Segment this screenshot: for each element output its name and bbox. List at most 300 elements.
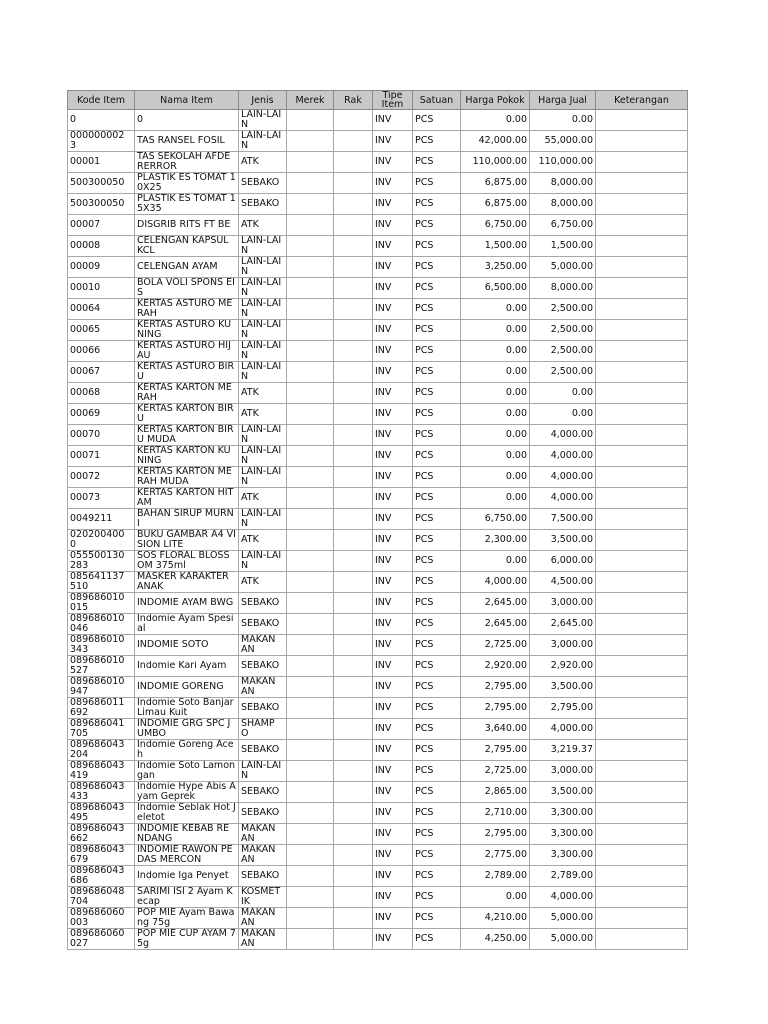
- table-row: [68, 256, 688, 277]
- cell-merek: [287, 865, 334, 886]
- cell-text: PCS: [415, 345, 434, 356]
- cell-jenis: [239, 466, 287, 487]
- cell-kode-item: [68, 235, 135, 256]
- cell-rak: [334, 907, 373, 928]
- cell-text: 0.00: [505, 471, 527, 482]
- cell-harga-pokok: [461, 550, 530, 571]
- cell-harga-jual: [530, 340, 596, 361]
- cell-text: PCS: [415, 786, 434, 797]
- cell-text: INV: [375, 807, 392, 818]
- cell-text: INDOMIE RAWON PEDAS MERCON: [137, 844, 233, 865]
- cell-keterangan: [596, 235, 688, 256]
- cell-text: Indomie Iga Penyet: [137, 870, 229, 881]
- cell-nama-item: [135, 298, 239, 319]
- cell-jenis: [239, 340, 287, 361]
- cell-harga-pokok: [461, 655, 530, 676]
- cell-kode-item: [68, 340, 135, 361]
- cell-text: ATK: [241, 157, 259, 167]
- cell-harga-pokok: [461, 194, 530, 215]
- cell-harga-pokok: [461, 844, 530, 865]
- cell-text: INV: [375, 345, 392, 356]
- cell-jenis: [239, 215, 287, 236]
- cell-rak: [334, 194, 373, 215]
- cell-satuan: [413, 466, 461, 487]
- cell-kode-item: [68, 676, 135, 697]
- cell-satuan: [413, 823, 461, 844]
- table-body: [68, 110, 688, 950]
- cell-text: MAKAN AN: [241, 928, 276, 949]
- cell-keterangan: [596, 676, 688, 697]
- cell-jenis: [239, 571, 287, 592]
- cell-rak: [334, 298, 373, 319]
- cell-text: INV: [375, 744, 392, 755]
- cell-text: LAIN-LAIN: [241, 235, 282, 256]
- cell-harga-pokok: [461, 487, 530, 508]
- cell-satuan: [413, 382, 461, 403]
- cell-merek: [287, 340, 334, 361]
- cell-text: Indomie Seblak Hot Jeletot: [137, 802, 236, 823]
- cell-satuan: [413, 194, 461, 215]
- cell-text: INV: [375, 828, 392, 839]
- cell-harga-jual: [530, 508, 596, 529]
- cell-merek: [287, 319, 334, 340]
- cell-harga-pokok: [461, 424, 530, 445]
- cell-text: 0.00: [505, 450, 527, 461]
- cell-text: INV: [375, 408, 392, 419]
- cell-harga-pokok: [461, 676, 530, 697]
- cell-harga-pokok: [461, 718, 530, 739]
- cell-text: LAIN-LAIN: [241, 298, 282, 319]
- cell-rak: [334, 424, 373, 445]
- cell-harga-jual: [530, 697, 596, 718]
- cell-tipe-item: [373, 152, 413, 173]
- cell-text: 3,300.00: [550, 828, 593, 839]
- cell-text: 2,725.00: [484, 639, 527, 650]
- cell-text: 00008: [70, 240, 101, 251]
- cell-text: 0.00: [505, 387, 527, 398]
- cell-text: PCS: [415, 534, 434, 545]
- cell-text: 4,000.00: [550, 429, 593, 440]
- cell-satuan: [413, 886, 461, 907]
- cell-text: 0.00: [505, 115, 527, 125]
- cell-harga-pokok: [461, 886, 530, 907]
- cell-text: INV: [375, 324, 392, 335]
- cell-text: 0.00: [505, 555, 527, 566]
- cell-rak: [334, 844, 373, 865]
- cell-rak: [334, 613, 373, 634]
- cell-text: 00065: [70, 324, 101, 335]
- cell-text: INV: [375, 303, 392, 314]
- cell-jenis: [239, 298, 287, 319]
- cell-text: 4,000.00: [550, 723, 593, 734]
- cell-merek: [287, 760, 334, 781]
- cell-text: SEBAKO: [241, 178, 280, 188]
- cell-text: INV: [375, 891, 392, 902]
- cell-text: 00071: [70, 450, 101, 461]
- table-row: [68, 152, 688, 173]
- cell-text: 089686010 046: [70, 613, 125, 634]
- cell-tipe-item: [373, 340, 413, 361]
- table-row: [68, 445, 688, 466]
- cell-rak: [334, 340, 373, 361]
- cell-merek: [287, 844, 334, 865]
- cell-text: 00009: [70, 261, 101, 272]
- cell-harga-pokok: [461, 760, 530, 781]
- cell-text: PLASTIK ES TOMAT 10X25: [137, 173, 236, 193]
- cell-harga-jual: [530, 445, 596, 466]
- cell-text: INV: [375, 870, 392, 881]
- cell-satuan: [413, 550, 461, 571]
- cell-text: Indomie Soto Banjar Limau Kuit: [137, 697, 234, 718]
- cell-text: SEBAKO: [241, 744, 280, 755]
- cell-harga-jual: [530, 739, 596, 760]
- cell-text: INV: [375, 240, 392, 251]
- cell-kode-item: [68, 382, 135, 403]
- cell-rak: [334, 676, 373, 697]
- cell-nama-item: [135, 235, 239, 256]
- cell-keterangan: [596, 508, 688, 529]
- cell-text: PCS: [415, 702, 434, 713]
- cell-keterangan: [596, 319, 688, 340]
- cell-nama-item: [135, 131, 239, 152]
- cell-tipe-item: [373, 886, 413, 907]
- cell-text: KOSMET IK: [241, 886, 281, 907]
- cell-text: 089686060 027: [70, 928, 125, 949]
- cell-harga-pokok: [461, 508, 530, 529]
- cell-harga-pokok: [461, 802, 530, 823]
- cell-text: LAIN-LAIN: [241, 340, 282, 361]
- cell-satuan: [413, 613, 461, 634]
- cell-rak: [334, 550, 373, 571]
- table-row: [68, 739, 688, 760]
- cell-rak: [334, 928, 373, 949]
- cell-merek: [287, 613, 334, 634]
- column-header: Kode Item: [68, 91, 135, 110]
- table-row: [68, 361, 688, 382]
- cell-text: 6,750.00: [550, 219, 593, 230]
- cell-text: SEBAKO: [241, 660, 280, 671]
- cell-rak: [334, 403, 373, 424]
- cell-nama-item: [135, 928, 239, 949]
- cell-harga-pokok: [461, 865, 530, 886]
- cell-text: 0.00: [571, 408, 593, 419]
- cell-nama-item: [135, 487, 239, 508]
- cell-text: INV: [375, 429, 392, 440]
- table-row: [68, 634, 688, 655]
- cell-text: PCS: [415, 199, 434, 209]
- cell-text: 4,000.00: [550, 450, 593, 461]
- cell-harga-pokok: [461, 235, 530, 256]
- cell-tipe-item: [373, 739, 413, 760]
- cell-jenis: [239, 361, 287, 382]
- cell-text: PCS: [415, 849, 434, 860]
- cell-harga-jual: [530, 655, 596, 676]
- cell-nama-item: [135, 529, 239, 550]
- cell-satuan: [413, 256, 461, 277]
- cell-kode-item: [68, 277, 135, 298]
- cell-nama-item: [135, 802, 239, 823]
- cell-merek: [287, 445, 334, 466]
- cell-text: PCS: [415, 429, 434, 440]
- cell-text: LAIN-LAIN: [241, 508, 282, 529]
- cell-keterangan: [596, 550, 688, 571]
- cell-text: ATK: [241, 408, 259, 419]
- cell-rak: [334, 256, 373, 277]
- table-row: [68, 655, 688, 676]
- cell-text: 2,795.00: [484, 828, 527, 839]
- cell-text: LAIN-LAIN: [241, 760, 282, 781]
- cell-text: PCS: [415, 576, 434, 587]
- cell-keterangan: [596, 487, 688, 508]
- cell-text: 089686048 704: [70, 886, 125, 907]
- cell-harga-pokok: [461, 382, 530, 403]
- cell-satuan: [413, 131, 461, 152]
- table-row: [68, 110, 688, 131]
- cell-text: INDOMIE KEBAB RENDANG: [137, 823, 230, 844]
- cell-harga-pokok: [461, 445, 530, 466]
- cell-satuan: [413, 361, 461, 382]
- cell-text: LAIN-LAIN: [241, 361, 282, 382]
- cell-jenis: [239, 907, 287, 928]
- cell-satuan: [413, 571, 461, 592]
- cell-harga-jual: [530, 298, 596, 319]
- cell-tipe-item: [373, 760, 413, 781]
- cell-text: 089686011 692: [70, 697, 125, 718]
- cell-keterangan: [596, 739, 688, 760]
- cell-tipe-item: [373, 298, 413, 319]
- cell-kode-item: [68, 571, 135, 592]
- cell-merek: [287, 235, 334, 256]
- cell-rak: [334, 697, 373, 718]
- cell-text: 8,000.00: [550, 178, 593, 188]
- table-row: [68, 802, 688, 823]
- cell-nama-item: [135, 718, 239, 739]
- cell-text: INV: [375, 912, 392, 923]
- table-row: [68, 697, 688, 718]
- cell-text: INV: [375, 219, 392, 230]
- cell-keterangan: [596, 571, 688, 592]
- cell-text: 3,000.00: [550, 765, 593, 776]
- cell-merek: [287, 718, 334, 739]
- column-header: Tipe Item: [373, 91, 413, 110]
- cell-rak: [334, 382, 373, 403]
- cell-text: ATK: [241, 387, 259, 398]
- cell-harga-jual: [530, 131, 596, 152]
- cell-harga-jual: [530, 235, 596, 256]
- cell-keterangan: [596, 592, 688, 613]
- cell-text: LAIN-LAIN: [241, 277, 282, 298]
- cell-harga-pokok: [461, 928, 530, 949]
- cell-text: PCS: [415, 136, 434, 146]
- cell-keterangan: [596, 529, 688, 550]
- cell-jenis: [239, 173, 287, 194]
- cell-text: PCS: [415, 744, 434, 755]
- cell-text: PCS: [415, 178, 434, 188]
- cell-text: INV: [375, 597, 392, 608]
- cell-text: 6,750.00: [484, 219, 527, 230]
- cell-keterangan: [596, 256, 688, 277]
- cell-harga-jual: [530, 718, 596, 739]
- cell-merek: [287, 508, 334, 529]
- cell-tipe-item: [373, 592, 413, 613]
- table-row: [68, 928, 688, 949]
- cell-harga-pokok: [461, 361, 530, 382]
- cell-rak: [334, 361, 373, 382]
- cell-harga-pokok: [461, 256, 530, 277]
- cell-text: SEBAKO: [241, 807, 280, 818]
- cell-nama-item: [135, 110, 239, 131]
- cell-kode-item: [68, 886, 135, 907]
- cell-jenis: [239, 865, 287, 886]
- cell-text: KERTAS KARTON MERAH: [137, 382, 232, 403]
- cell-jenis: [239, 382, 287, 403]
- cell-text: INV: [375, 136, 392, 146]
- cell-tipe-item: [373, 466, 413, 487]
- cell-satuan: [413, 298, 461, 319]
- cell-text: INV: [375, 555, 392, 566]
- cell-text: INV: [375, 723, 392, 734]
- cell-merek: [287, 697, 334, 718]
- cell-nama-item: [135, 403, 239, 424]
- cell-satuan: [413, 340, 461, 361]
- cell-text: LAIN-LAIN: [241, 445, 282, 466]
- cell-harga-pokok: [461, 823, 530, 844]
- cell-keterangan: [596, 361, 688, 382]
- cell-text: KERTAS KARTON KUNING: [137, 445, 231, 466]
- table-row: [68, 844, 688, 865]
- cell-text: KERTAS KARTON BIRU MUDA: [137, 424, 234, 445]
- cell-tipe-item: [373, 781, 413, 802]
- cell-jenis: [239, 760, 287, 781]
- cell-text: LAIN-LAIN: [241, 424, 282, 445]
- cell-harga-pokok: [461, 319, 530, 340]
- cell-harga-jual: [530, 592, 596, 613]
- cell-tipe-item: [373, 823, 413, 844]
- cell-text: 00069: [70, 408, 101, 419]
- cell-kode-item: [68, 445, 135, 466]
- cell-nama-item: [135, 823, 239, 844]
- cell-jenis: [239, 802, 287, 823]
- cell-text: ATK: [241, 576, 259, 587]
- cell-text: 500300050: [70, 199, 125, 209]
- cell-text: INV: [375, 115, 392, 125]
- cell-nama-item: [135, 865, 239, 886]
- cell-kode-item: [68, 739, 135, 760]
- cell-nama-item: [135, 592, 239, 613]
- cell-text: PCS: [415, 807, 434, 818]
- cell-harga-pokok: [461, 277, 530, 298]
- cell-rak: [334, 487, 373, 508]
- cell-harga-pokok: [461, 110, 530, 131]
- cell-harga-jual: [530, 277, 596, 298]
- cell-satuan: [413, 781, 461, 802]
- cell-harga-pokok: [461, 781, 530, 802]
- cell-rak: [334, 802, 373, 823]
- cell-keterangan: [596, 403, 688, 424]
- column-header: Rak: [334, 91, 373, 110]
- cell-text: 089686010 527: [70, 655, 125, 676]
- cell-merek: [287, 634, 334, 655]
- cell-harga-jual: [530, 550, 596, 571]
- cell-satuan: [413, 802, 461, 823]
- cell-tipe-item: [373, 215, 413, 236]
- table-row: [68, 403, 688, 424]
- cell-text: 00068: [70, 387, 101, 398]
- cell-kode-item: [68, 403, 135, 424]
- cell-harga-jual: [530, 676, 596, 697]
- cell-harga-jual: [530, 110, 596, 131]
- cell-jenis: [239, 718, 287, 739]
- cell-text: 4,250.00: [484, 933, 527, 944]
- cell-text: 0.00: [505, 408, 527, 419]
- cell-text: 00001: [70, 157, 101, 167]
- cell-tipe-item: [373, 865, 413, 886]
- cell-harga-pokok: [461, 466, 530, 487]
- cell-harga-pokok: [461, 152, 530, 173]
- cell-text: PCS: [415, 912, 434, 923]
- cell-merek: [287, 781, 334, 802]
- cell-keterangan: [596, 424, 688, 445]
- cell-jenis: [239, 235, 287, 256]
- cell-kode-item: [68, 655, 135, 676]
- cell-text: SOS FLORAL BLOSSOM 375ml: [137, 550, 230, 571]
- cell-keterangan: [596, 823, 688, 844]
- column-header: Harga Jual: [530, 91, 596, 110]
- cell-text: INV: [375, 471, 392, 482]
- cell-harga-jual: [530, 466, 596, 487]
- cell-text: INV: [375, 765, 392, 776]
- cell-harga-jual: [530, 886, 596, 907]
- cell-rak: [334, 886, 373, 907]
- cell-harga-pokok: [461, 298, 530, 319]
- cell-text: PCS: [415, 933, 434, 944]
- cell-nama-item: [135, 844, 239, 865]
- cell-satuan: [413, 592, 461, 613]
- cell-text: 7,500.00: [550, 513, 593, 524]
- cell-text: 00066: [70, 345, 101, 356]
- cell-text: INV: [375, 282, 392, 293]
- cell-merek: [287, 571, 334, 592]
- cell-nama-item: [135, 215, 239, 236]
- cell-harga-jual: [530, 865, 596, 886]
- cell-text: INV: [375, 450, 392, 461]
- cell-rak: [334, 718, 373, 739]
- cell-text: KERTAS ASTURO KUNING: [137, 319, 232, 340]
- cell-text: INV: [375, 387, 392, 398]
- cell-text: INV: [375, 618, 392, 629]
- cell-keterangan: [596, 466, 688, 487]
- cell-text: INV: [375, 366, 392, 377]
- cell-text: LAIN-LAIN: [241, 466, 282, 487]
- cell-keterangan: [596, 382, 688, 403]
- cell-jenis: [239, 844, 287, 865]
- column-header: Nama Item: [135, 91, 239, 110]
- cell-text: LAIN-LAIN: [241, 110, 282, 130]
- cell-text: SARIMI ISI 2 Ayam Kecap: [137, 886, 233, 907]
- cell-tipe-item: [373, 424, 413, 445]
- cell-kode-item: [68, 802, 135, 823]
- cell-text: 089686010 343: [70, 634, 125, 655]
- cell-harga-jual: [530, 529, 596, 550]
- cell-text: PCS: [415, 366, 434, 377]
- cell-merek: [287, 194, 334, 215]
- cell-harga-jual: [530, 215, 596, 236]
- cell-tipe-item: [373, 382, 413, 403]
- table-row: [68, 235, 688, 256]
- cell-kode-item: [68, 718, 135, 739]
- cell-text: 000000002 3: [70, 131, 125, 151]
- cell-text: PCS: [415, 891, 434, 902]
